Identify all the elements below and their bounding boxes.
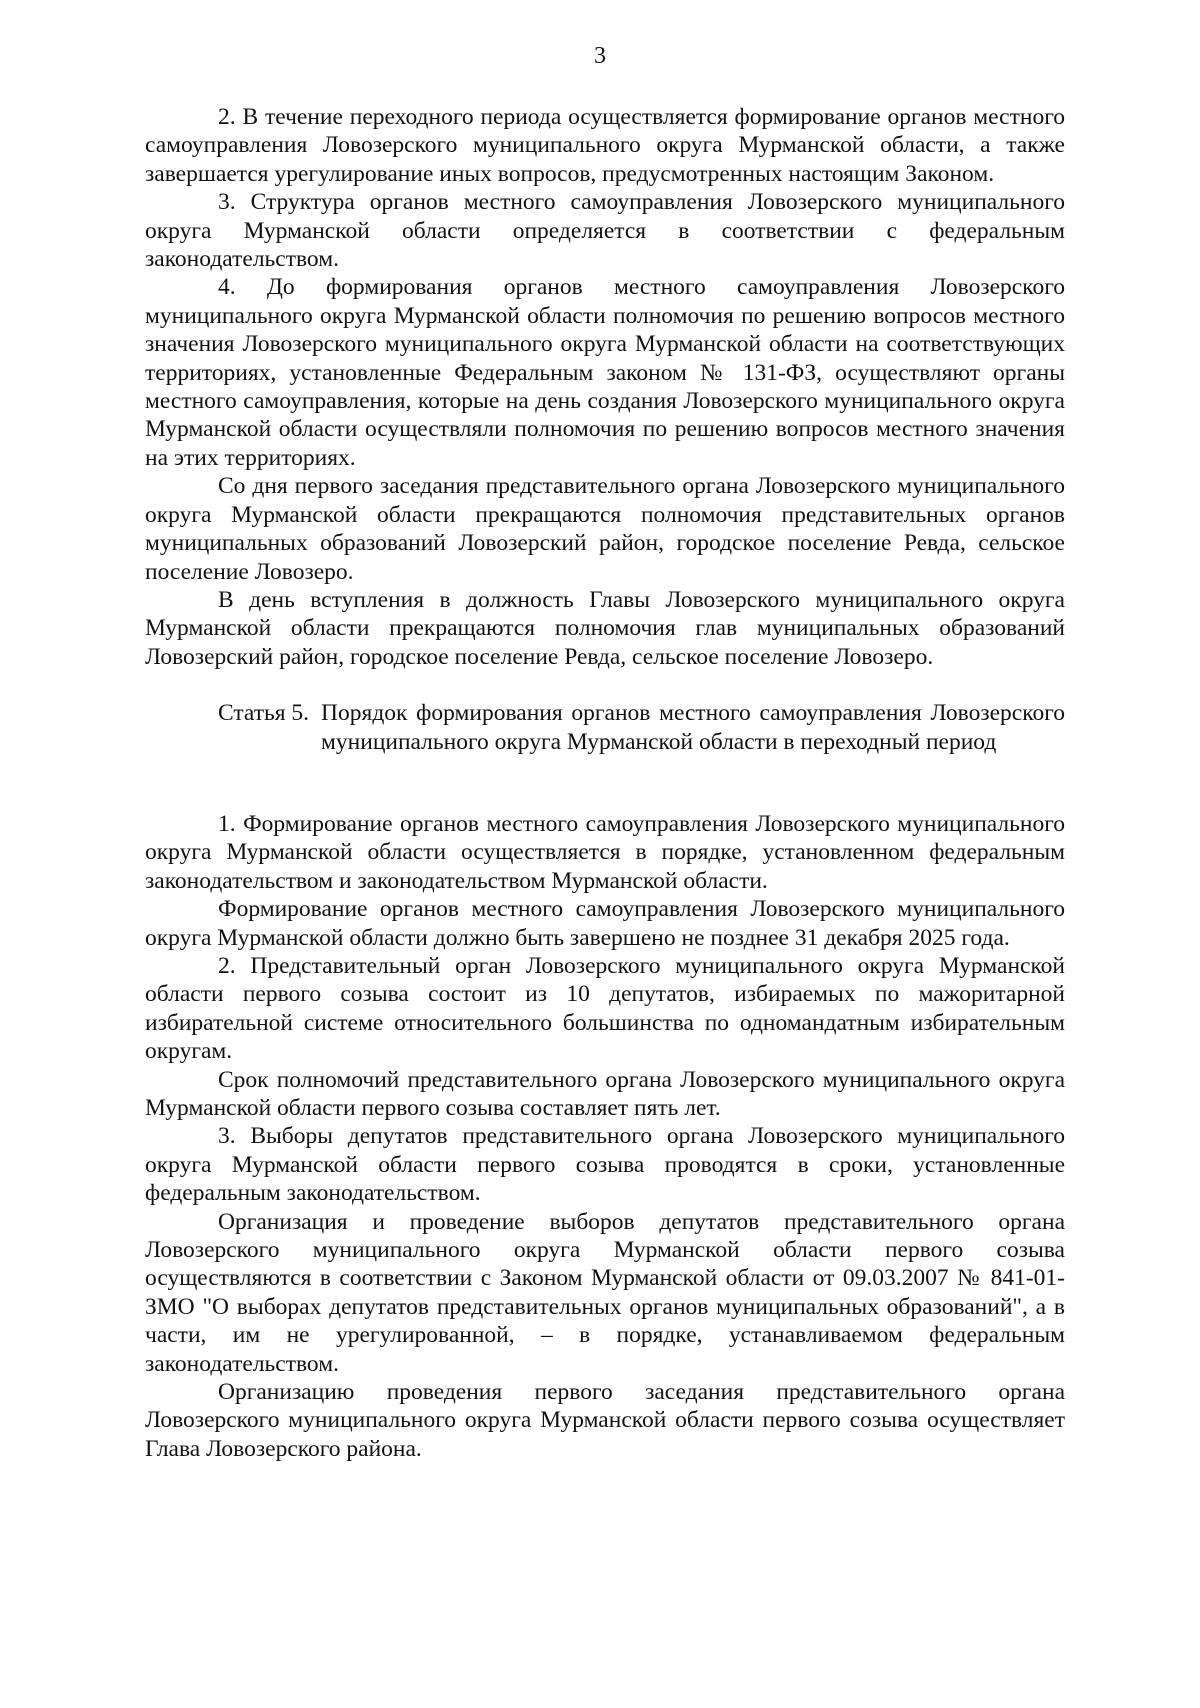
paragraph-art5-item-1: 1. Формирование органов местного самоуправления Ловозерского муниципального округа Мурманской области осуществляется в порядке, установленном федеральным законодательством и законодательством Мурманской области.: [145, 810, 1065, 894]
paragraph-item-4: 4. До формирования органов местного самоуправления Ловозерского муниципального округа Мурманской области полномочия по решению вопросов местного значения Ловозерского муниципального округа Мурманской области на соответствующих территориях, установленные Федеральным законом № 131-ФЗ, осуществляют органы местного самоуправления, которые на день создания Ловозерского муниципального округа Мурманской области осуществляли полномочия по решению вопросов местного значения на этих территориях.: [145, 274, 1065, 471]
paragraph-item-4-part-3: В день вступления в должность Главы Ловозерского муниципального округа Мурманской области прекращаются полномочия глав муниципальных образований Ловозерский район, городское поселение Ревда, сельское поселение Ловозеро.: [145, 586, 1065, 670]
paragraph-art5-item-2-part-2: Срок полномочий представительного органа Ловозерского муниципального округа Мурманской области первого созыва составляет пять лет.: [145, 1066, 1065, 1121]
paragraph-art5-item-3: 3. Выборы депутатов представительного органа Ловозерского муниципального округа Мурманской области первого созыва проводятся в сроки, установленные федеральным законодательством.: [145, 1123, 1065, 1207]
document-body: [145, 103, 1065, 1463]
paragraph-art5-item-3-part-3: Организацию проведения первого заседания представительного органа Ловозерского муниципального округа Мурманской области первого созыва осуществляет Глава Ловозерского района.: [145, 1379, 1065, 1462]
article-title: Порядок формирования органов местного самоуправления Ловозерского муниципального округа Мурманской области в переходный период: [321, 700, 1065, 755]
paragraph-art5-item-3-part-2: Организация и проведение выборов депутатов представительного органа Ловозерского муниципального округа Мурманской области первого созыва осуществляются в соответствии с Законом Мурманской области от 09.03.2007 № 841-01-ЗМО "О выборах депутатов представительных органов муниципальных образований", а в части, им не урегулированной, – в порядке, устанавливаемом федеральным законодательством.: [145, 1208, 1065, 1377]
paragraph-item-3: 3. Структура органов местного самоуправления Ловозерского муниципального округа Мурманской области определяется в соответствии с федеральным законодательством.: [145, 189, 1065, 273]
page-number: 3: [594, 43, 606, 69]
paragraph-item-4-part-2: Со дня первого заседания представительного органа Ловозерского муниципального округа Мурманской области прекращаются полномочия представительных органов муниципальных образований Ловозерский район, городское поселение Ревда, сельское поселение Ловозеро.: [145, 473, 1065, 585]
paragraph-art5-item-2: 2. Представительный орган Ловозерского муниципального округа Мурманской области первого созыва состоит из 10 депутатов, избираемых по мажоритарной избирательной системе относительного большинства по одномандатным избирательным округам.: [145, 952, 1065, 1065]
article-heading: [145, 699, 1065, 756]
paragraph-item-2: 2. В течение переходного периода осуществляется формирование органов местного самоуправления Ловозерского муниципального округа Мурманской области, а также завершается урегулирование иных вопросов, предусмотренных настоящим Законом.: [145, 104, 1065, 187]
article-label: Статья 5.: [218, 700, 310, 727]
paragraph-art5-item-1-part-2: Формирование органов местного самоуправления Ловозерского муниципального округа Мурманской области должно быть завершено не позднее 31 декабря 2025 года.: [145, 896, 1065, 951]
